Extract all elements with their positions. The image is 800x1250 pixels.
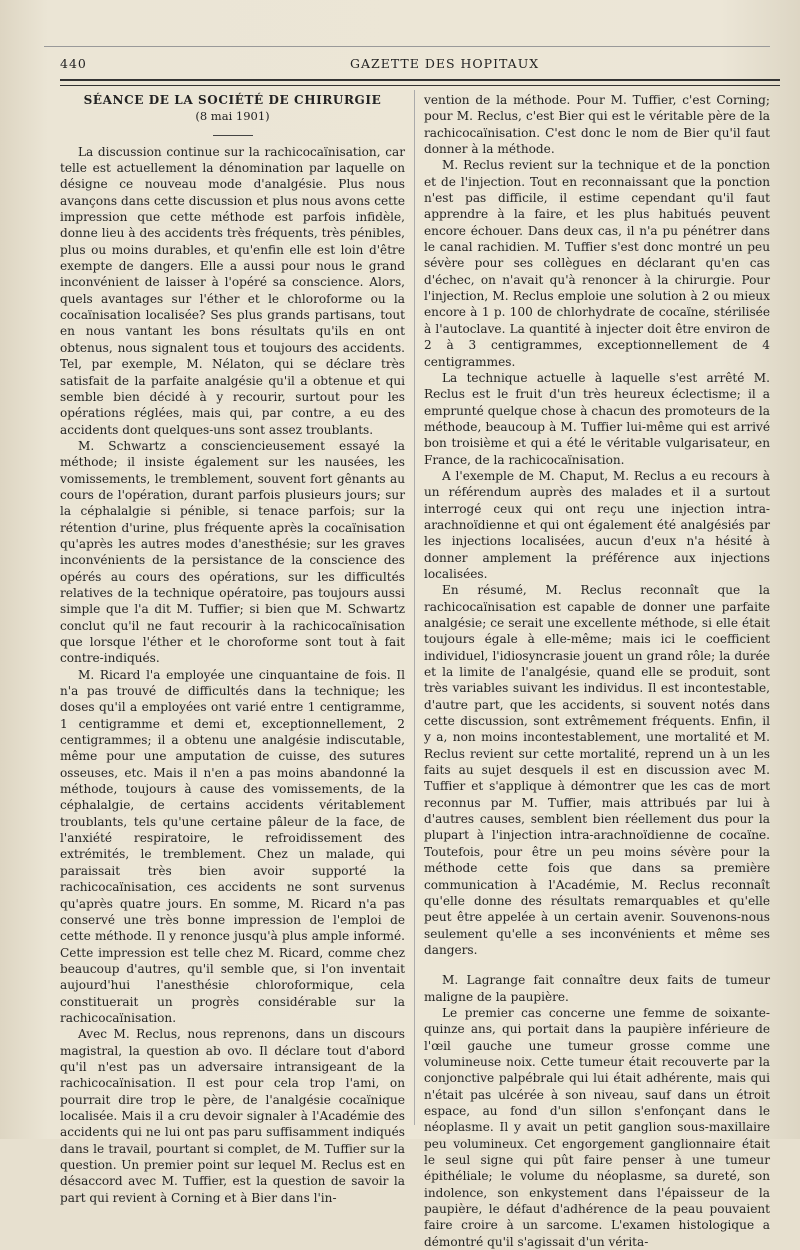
paragraph: En résumé, M. Reclus reconnaît que la rachicocaïnisation est capable de donner une parfaite analgésie; ce serait une excellente méthode, si elle était toujours égale à elle-même; mais ici le coefficient individuel, l'idiosyncrasie jouent un grand rôle; la durée et la limite de l'analgésie, quand elle se produit, sont très variables suivant les individus. Il est incontestable, d'autre part, que les accidents, si souvent notés dans cette discussion, sont extrêmement fréquents. Enfin, il y a, non moins incontestablement, une mortalité et M. Reclus revient sur cette mortalité, reprend un à un les faits au sujet desquels il est en discussion avec M. Tuffier et s'applique à démontrer que les cas de mort reconnus par M. Tuffier, mais attribués par lui à d'autres causes, semblent bien réellement dus pour la plupart à l'injection intra-arachnoïdienne de cocaïne. Toutefois, pour être un peu moins sévère pour la méthode cette fois que dans sa première communication à l'Académie, M. Reclus reconnaît qu'elle donne des résultats remarquables et qu'elle peut être appelée à un certain avenir. Souvenons-nous seulement qu'elle a ses inconvénients et même ses dangers. — [424, 583, 770, 957]
right-column — [424, 92, 770, 1249]
journal-title: GAZETTE DES HOPITAUX — [350, 56, 540, 71]
header-double-rule — [60, 79, 780, 86]
column-divider — [414, 90, 415, 1125]
paragraph: La discussion continue sur la rachicocaïnisation, car telle est actuellement la dénomination par laquelle on désigne ce nouveau mode d'analgésie. Plus nous avançons dans cette discussion et plus nous avons cette impression que cette méthode est parfois infidèle, donne lieu à des accidents très fréquents, très pénibles, plus ou moins durables, et qu'enfin elle est loin d'être exempte de dangers. Elle a aussi pour nous le grand inconvénient de laisser à l'opéré sa conscience. Alors, quels avantages sur l'éther et le chloroforme ou la cocaïnisation localisée? Ses plus grands partisans, tout en nous vantant les bons résultats qu'ils en ont obtenus, nous signalent tous et toujours des accidents. Tel, par exemple, M. Nélaton, qui se déclare très satisfait de la parfaite analgésie qu'il a obtenue et qui semble bien décidé à y recourir, surtout pour les opérations réglées, mais qui, par contre, a eu des accidents dont quelques-uns sont assez troublants. — [60, 144, 405, 437]
paragraph: M. Ricard l'a employée une cinquantaine de fois. Il n'a pas trouvé de difficultés dans la technique; les doses qu'il a employées ont varié entre 1 centigramme, 1 centigramme et demi et, exceptionnellement, 2 centigrammes; il a obtenu une analgésie indiscutable, même pour une amputation de cuisse, des sutures osseuses, etc. Mais il n'en a pas moins abandonné la méthode, toujours à cause des vomissements, de la céphalalgie, de certains accidents véritablement troublants, tels qu'une certaine pâleur de la face, de l'anxiété respiratoire, le refroidissement des extrémités, le tremblement. Chez un malade, qui paraissait très bien avoir supporté la rachicocaïnisation, ces accidents ne sont survenus qu'après quatre jours. En somme, M. Ricard n'a pas conservé une très bonne impression de l'emploi de cette méthode. Il y renonce jusqu'à plus ample informé. Cette impression est telle chez M. Ricard, comme chez beaucoup d'autres, qu'il semble que, si l'on inventait aujourd'hui l'anesthésie chloroformique, cela constituerait un progrès considérable sur la rachicocaïnisation. — [60, 667, 405, 1025]
paragraph: A l'exemple de M. Chaput, M. Reclus a eu recours à un référendum auprès des malades et il a surtout interrogé ceux qui ont reçu une injection intra-arachnoïdienne et qui ont également été analgésiés par les injections localisées, aucun d'eux n'a hésité à donner amplement la préférence aux injections localisées. — [424, 468, 770, 581]
paragraph: Avec M. Reclus, nous reprenons, dans un discours magistral, la question ab ovo. Il déclare tout d'abord qu'il n'est pas un adversaire intransigeant de la rachicocaïnisation. Il est pour cela trop l'ami, on pourrait dire trop le père, de l'analgésie cocaïnique localisée. Mais il a cru devoir signaler à l'Académie des accidents qui ne lui ont pas paru suffisamment indiqués dans le travail, pourtant si complet, de M. Tuffier sur la question. Un premier point sur lequel M. Reclus est en désaccord avec M. Tuffier, est la question de savoir la part qui revient à Corning et à Bier dans l'in- — [60, 1027, 405, 1205]
paragraph: La technique actuelle à laquelle s'est arrêté M. Reclus est le fruit d'un très heureux éclectisme; il a emprunté quelque chose à chacun des promoteurs de la méthode, beaucoup à M. Tuffier lui-même qui est arrivé bon troisième et qui a été le véritable vulgarisateur, en France, de la rachicocaïnisation. — [424, 370, 770, 467]
section-rule — [213, 135, 253, 136]
page-header — [60, 56, 770, 74]
paragraph: Le premier cas concerne une femme de soixante-quinze ans, qui portait dans la paupière inférieure de l'œil gauche une tumeur grosse comme une volumineuse noix. Cette tumeur était recouverte par la conjonctive palpébrale qui lui était adhérente, mais qui n'était pas ulcérée à son niveau, sauf dans un étroit espace, au fond d'un sillon s'enfonçant dans le néoplasme. Il y avait un petit ganglion sous-maxillaire peu volumineux. Cet engorgement ganglionnaire était le seul signe qui pût faire penser à une tumeur épithéliale; le volume du néoplasme, sa dureté, son indolence, son enkystement dans l'épaisseur de la paupière, le défaut d'adhérence de la peau pouvaient faire croire à un sarcome. L'examen histologique a démontré qu'il s'agissait d'un vérita- — [424, 1005, 770, 1249]
paragraph-spacer — [424, 958, 770, 972]
section-title: SÉANCE DE LA SOCIÉTÉ DE CHIRURGIE — [83, 93, 382, 107]
paragraph: vention de la méthode. Pour M. Tuffier, c'est Corning; pour M. Reclus, c'est Bier qui est le véritable père de la rachicocaïnisation. C'est donc le nom de Bier qu'il faut donner à la méthode. — [424, 93, 770, 157]
paragraph: M. Reclus revient sur la technique et de la ponction et de l'injection. Tout en reconnaissant que la ponction n'est pas difficile, il estime cependant qu'il faut apprendre à la faire, et les plus habitués peuvent encore échouer. Dans deux cas, il n'a pu pénétrer dans le canal rachidien. M. Tuffier s'est donc montré un peu sévère pour ses collègues en déclarant qu'en cas d'échec, on n'avait qu'à renoncer à la chirurgie. Pour l'injection, M. Reclus emploie une solution à 2 ou mieux encore à 1 p. 100 de chlorhydrate de cocaïne, stérilisée à l'autoclave. La quantité à injecter doit être environ de 2 à 3 centigrammes, exceptionnellement de 4 centigrammes. — [424, 158, 770, 369]
paragraph-heading: M. Lagrange fait connaître deux faits de tumeur maligne de la paupière. — [424, 973, 770, 1004]
left-column — [60, 92, 405, 1205]
page-number: 440 — [60, 56, 87, 71]
top-rule — [44, 46, 770, 47]
paragraph: M. Schwartz a consciencieusement essayé la méthode; il insiste également sur les nausées, les vomissements, le tremblement, souvent fort gênants au cours de l'opération, durant parfois plusieurs jours; sur la céphalalgie si pénible, si tenace parfois; sur la rétention d'urine, plus fréquente après la cocaïnisation qu'après les autres modes d'anesthésie; sur les graves inconvénients de la persistance de la conscience des opérés au cours des opérations, sur les difficultés relatives de la technique opératoire, pas toujours aussi simple que l'a dit M. Tuffier; si bien que M. Schwartz conclut qu'il ne faut recourir à la rachicocaïnisation que lorsque l'éther et le choroforme sont tout à fait contre-indiqués. — [60, 438, 405, 666]
section-date: (8 mai 1901) — [195, 109, 270, 124]
